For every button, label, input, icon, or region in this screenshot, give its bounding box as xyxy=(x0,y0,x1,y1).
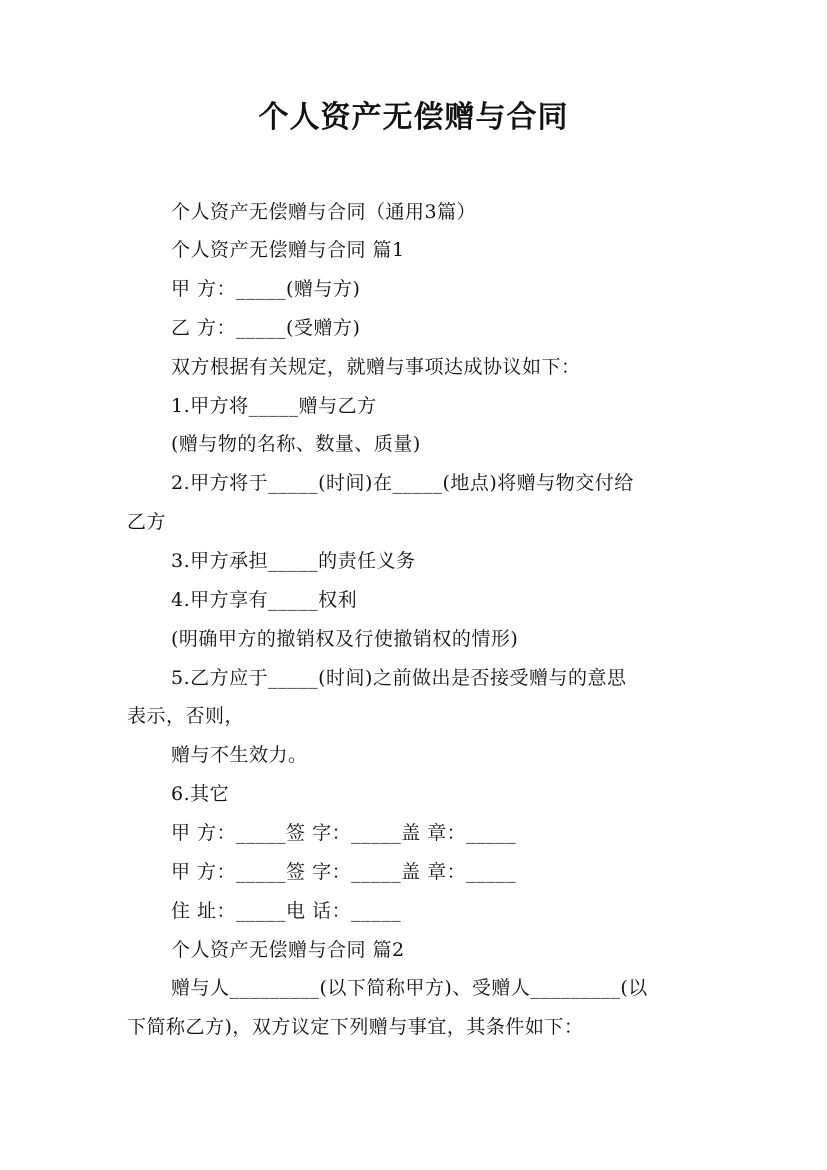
clause-4: 4.甲方享有_____权利 xyxy=(171,589,358,611)
party-a-line: 甲 方：_____(赠与方) xyxy=(171,278,361,300)
clause-4-note: (明确甲方的撤销权及行使撤销权的情形) xyxy=(171,628,519,650)
clause-2-cont: 乙方 xyxy=(127,511,167,533)
document-title: 个人资产无偿赠与合同 xyxy=(258,100,569,135)
clause-2: 2.甲方将于_____(时间)在_____(地点)将赠与物交付给 xyxy=(171,472,634,494)
clause-5: 5.乙方应于_____(时间)之前做出是否接受赠与的意思 xyxy=(171,667,627,689)
clause-1-note: (赠与物的名称、数量、质量) xyxy=(171,433,421,455)
doc-heading-general: 个人资产无偿赠与合同（通用3篇） xyxy=(171,201,477,223)
agreement-intro: 双方根据有关规定，就赠与事项达成协议如下： xyxy=(171,356,581,378)
clause-6: 6.其它 xyxy=(171,783,230,805)
clause-1: 1.甲方将_____赠与乙方 xyxy=(171,395,377,417)
signature-line-2: 甲 方：_____签 字：_____盖 章：_____ xyxy=(171,861,517,883)
clause-5-cont: 表示，否则， xyxy=(127,705,245,727)
donor-recipient-cont: 下简称乙方)，双方议定下列赠与事宜，其条件如下： xyxy=(127,1016,584,1038)
donor-recipient-line: 赠与人_________(以下简称甲方)、受赠人_________(以 xyxy=(171,977,648,999)
party-b-line: 乙 方：_____(受赠方) xyxy=(171,317,361,339)
clause-5-end: 赠与不生效力。 xyxy=(171,744,308,766)
address-phone-line: 住 址：_____电 话：_____ xyxy=(171,900,402,922)
section-heading-1: 个人资产无偿赠与合同 篇1 xyxy=(171,239,405,261)
section-heading-2: 个人资产无偿赠与合同 篇2 xyxy=(171,939,405,961)
signature-line-1: 甲 方：_____签 字：_____盖 章：_____ xyxy=(171,822,517,844)
clause-3: 3.甲方承担_____的责任义务 xyxy=(171,550,416,572)
